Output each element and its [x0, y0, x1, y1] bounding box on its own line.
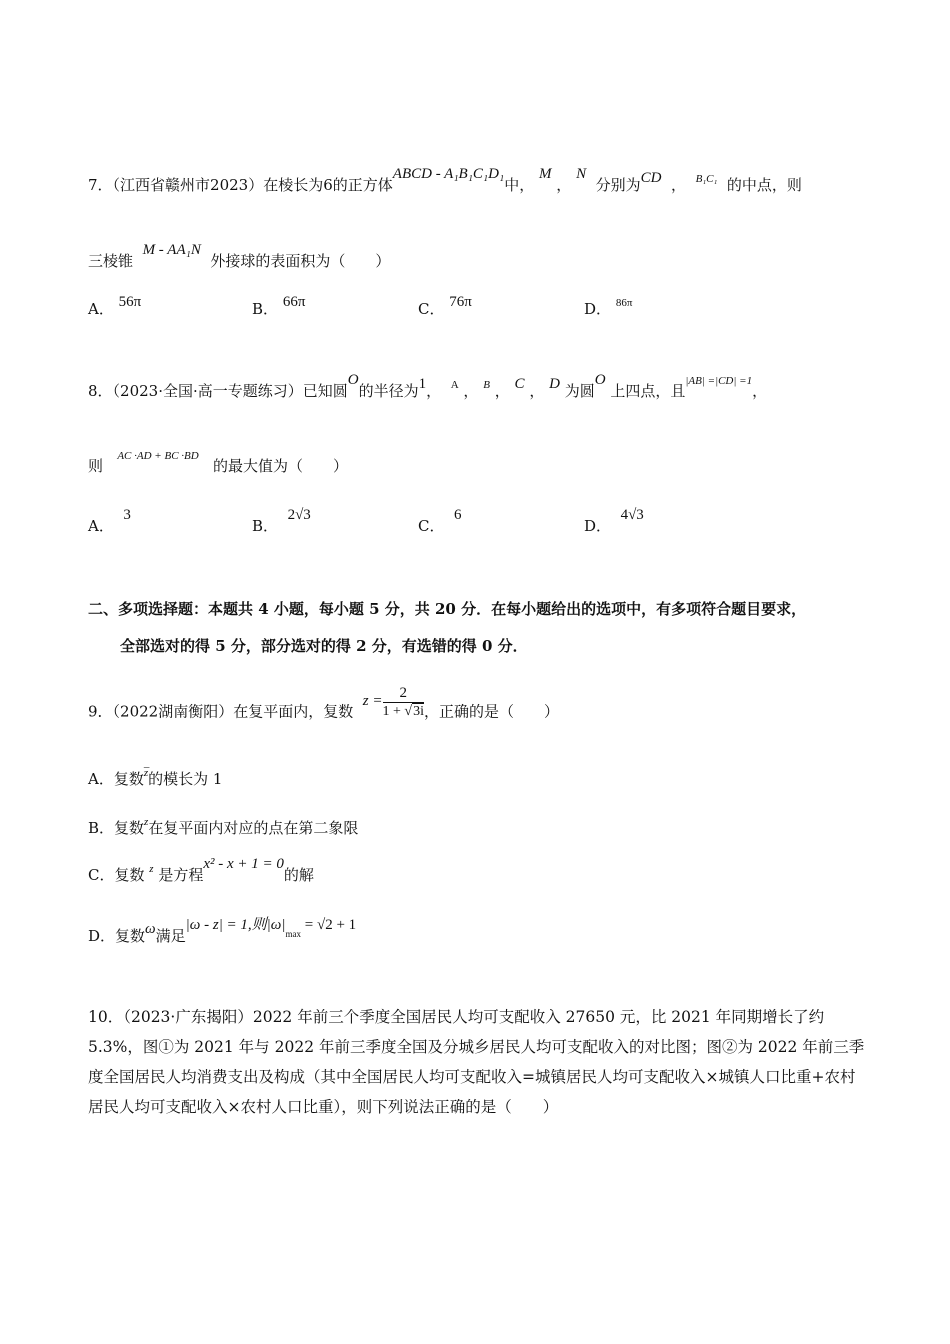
q7-text-mid1: 中， — [504, 176, 535, 194]
q9-line1 — [88, 685, 559, 730]
q9-end: ，正确的是（ ） — [423, 702, 559, 721]
section-2-instructions: 全部选对的得 5 分，部分选对的得 2 分，有选错的得 0 分． — [120, 637, 528, 655]
q7-pyramid: M - AA₁N — [142, 242, 201, 258]
q8-point-b: B — [483, 379, 490, 391]
q7-line2 — [88, 242, 391, 271]
q7-text-end: 的中点，则 — [726, 176, 802, 194]
q7-point-n: N — [576, 166, 587, 182]
q8-line2-end: 的最大值为（ ） — [213, 457, 349, 475]
q8-radius-text: 的半径为 — [358, 382, 419, 400]
q8-line1: 8．（2023·全国·高一专题练习）已知圆O的半径为1， $^A$ ， $^B$ ， C ， D 为圆O 上四点，且$^{|AB| =|CD| =1}$， — [88, 372, 768, 400]
q7-text-mid2: 分别为 — [595, 176, 641, 194]
q8-circle-o: O — [347, 372, 359, 388]
q8-option-a: A． 3 — [88, 507, 131, 535]
q7-option-c: C． 76π — [418, 294, 472, 318]
q7-number: 7． — [88, 176, 113, 194]
q7-line2-end: 外接球的表面积为（ ） — [210, 252, 391, 270]
q9-number: 9． — [88, 702, 113, 721]
q8-line2-start: 则 — [88, 457, 104, 475]
q9-fraction: $\frac{2}{1 + √3i}$ — [382, 685, 424, 719]
q7-line1 — [88, 166, 802, 195]
q7-option-d: D． $^{86\pi}$ — [584, 297, 633, 318]
q7-option-a: A． 56π — [88, 294, 142, 318]
q7-point-m: M — [539, 166, 552, 182]
section-2-heading: 二、多项选择题：本题共 4 小题，每小题 5 分，共 20 分．在每小题给出的选项中，有多项符合题目要求， — [88, 600, 807, 618]
q9-z-eq: z = — [362, 692, 383, 709]
q9-option-c: C．复数 $^z$ 是方程x² - x + 1 = 0的解 — [88, 856, 314, 884]
q9-option-b: B．复数$^z$在复平面内对应的点在第二象限 — [88, 816, 359, 837]
q9-option-a: A．复数 _ $^z$的模长为 1 — [88, 757, 223, 788]
q8-condition: |AB| =|CD| =1 — [685, 375, 753, 387]
q8-radius-value: 1 — [418, 376, 427, 392]
q7-sep2: ， — [671, 176, 687, 194]
q7-edge-b1c1: B₁C₁ — [695, 173, 718, 185]
q7-edge-cd: CD — [640, 170, 662, 186]
q7-sep1: ， — [556, 176, 572, 194]
q7-cube: ABCD - A₁B₁C₁D₁ — [392, 166, 505, 182]
q8-option-d: D． 4√3 — [584, 507, 644, 535]
q8-option-c: C． 6 — [418, 507, 462, 535]
q8-point-d: D — [549, 376, 560, 392]
q7-option-b: B． 66π — [252, 294, 306, 318]
q9-source: （2022湖南衡阳）在复平面内，复数 — [112, 702, 354, 721]
q8-source: （2023·全国·高一专题练习）已知圆 — [112, 382, 348, 400]
q9-option-d: D．复数ω满足|ω - z| = 1,则$|\omega|^{max} = √2 + 1$ — [88, 917, 357, 945]
q8-option-b: B． 2√3 — [252, 507, 311, 535]
q10-text: 10．（2023·广东揭阳）2022 年前三个季度全国居民人均可支配收入 27650 元，比 2021 年同期增长了约 5.3%，图①为 2021 年与 2022 年前三季度全国及分城乡居民人均可支配收入的对比图；图②为 2022 年前三季度全国居民人均消费支出及构成（其中全国居民人均可支配收入=城镇居民人均可支配收入×城镇人口比重+农村居民人均可支配收入×农村人口比重），则下列说法正确的是（ ） — [88, 1008, 865, 1116]
q8-circle-o2: O — [594, 372, 606, 388]
q8-point-a: A — [450, 379, 459, 391]
q8-line2 — [88, 450, 349, 476]
q8-circle-text: 为圆 — [564, 382, 595, 400]
q8-number: 8． — [88, 382, 113, 400]
q7-source: （江西省赣州市2023）在棱长为6的正方体 — [112, 176, 393, 194]
q8-four-points: 上四点，且 — [610, 382, 686, 400]
q7-line2-start: 三棱锥 — [88, 252, 134, 270]
q8-point-c: C — [514, 376, 525, 392]
q8-expression: AC ·AD + BC ·BD — [117, 450, 199, 462]
